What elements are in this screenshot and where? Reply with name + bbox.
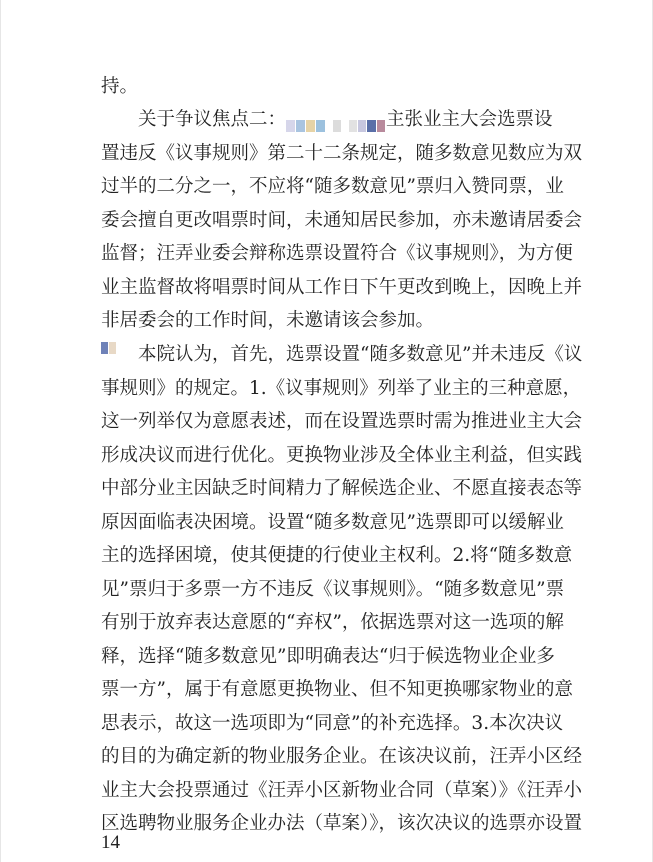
text-line: 业主大会投票通过《汪弄小区新物业合同（草案）》《汪弄小 [101,779,583,801]
text-line: 形成决议而进行优化。更换物业涉及全体业主利益，但实践 [101,444,583,466]
text-segment: 的目的为确定新的物业服务企业。在该决议前，汪弄小区经 [101,746,583,767]
page-number: 14 [101,832,120,853]
text-line: 业主监督故将唱票时间从工作日下午更改到晚上，因晚上并 [101,276,583,298]
text-line: 监督；汪弄业委会辩称选票设置符合《议事规则》，为方便 [101,243,573,264]
redaction-mark [286,110,386,126]
text-segment: 关于争议焦点二： [138,109,287,130]
paragraph-2 [101,103,583,338]
paragraph-1 [101,70,557,104]
text-line: 置违反《议事规则》第二十二条规定，随多数意见数应为双 [101,142,583,164]
text-line: 委会擅自更改唱票时间，未通知居民参加，亦未邀请居委会 [101,209,583,231]
text-line [101,103,557,137]
text-line: 过半的二分之一，不应将“随多数意见”票归入赞同票，业 [101,176,564,197]
text-segment: 主张业主大会选票设 [386,109,553,130]
text-line: 思表示，故这一选项即为“同意”的补充选择。3.本次决议 [101,712,564,734]
text-line: 票一方”，属于有意愿更换物业、但不知更换哪家物业的意 [101,679,573,700]
paragraph-3 [101,338,583,841]
redaction-mark [101,332,117,348]
text-line: 释，选择“随多数意见”即明确表达“归于候选物业企业多 [101,645,555,667]
text-line: 本院认为，首先，选票设置“随多数意见”并未违反《议 [138,344,583,365]
text-line: 中部分业主因缺乏时间精力了解候选企业、不愿直接表态等 [101,478,583,499]
text-line [101,740,583,774]
text-line: 原因面临表决困境。设置“随多数意见”选票即可以缓解业 [101,511,564,533]
text-line: 主的选择困境，使其便捷的行使业主权利。2.将“随多数意 [101,545,573,566]
text-line: 非居委会的工作时间，未邀请该会参加。 [101,310,435,331]
text-line: 见”票归于多票一方不违反《议事规则》。“随多数意见”票 [101,578,565,600]
text-line: 这一列举仅为意愿表述，而在设置选票时需为推进业主大会 [101,411,583,432]
text-line: 持。 [101,76,139,97]
text-line: 区选聘物业服务企业办法（草案）》，该次决议的选票亦设置 [101,813,583,834]
text-line: 事规则》的规定。1.《议事规则》列举了业主的三种意愿， [101,377,582,399]
text-line: 有别于放弃表达意愿的“弃权”，依据选票对这一选项的解 [101,612,564,633]
